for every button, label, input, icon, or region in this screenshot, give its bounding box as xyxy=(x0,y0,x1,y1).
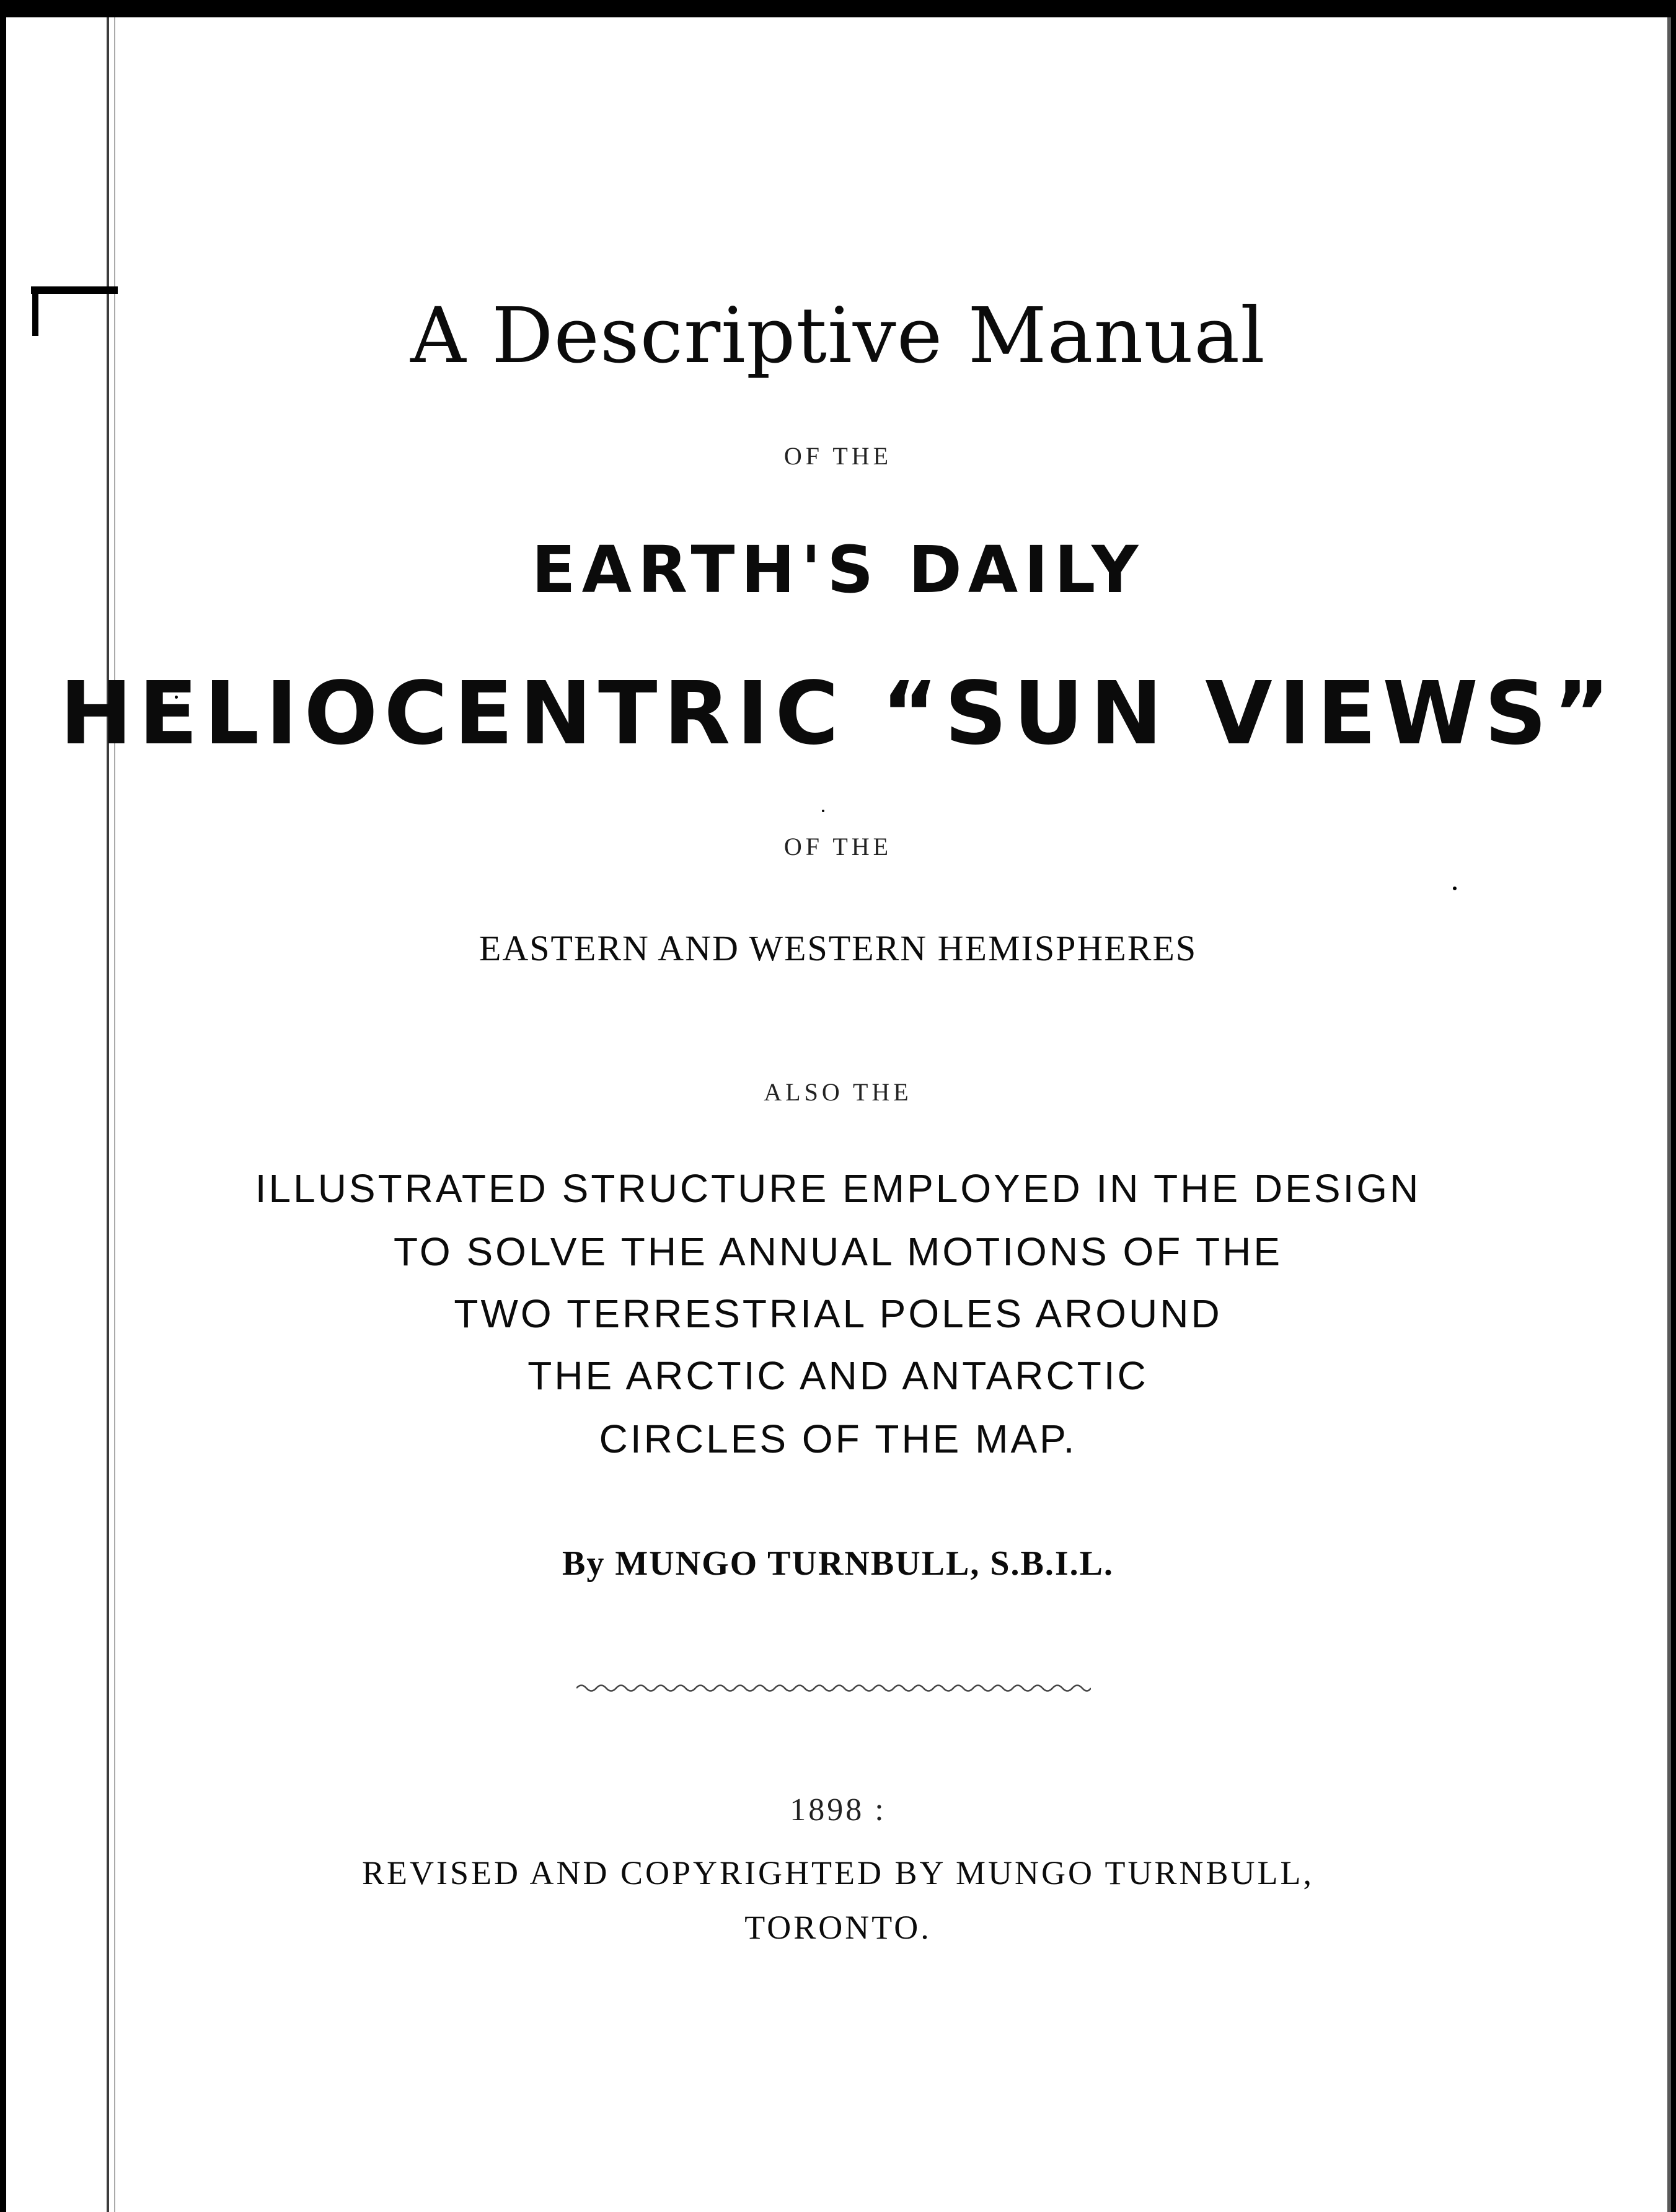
description-line: ILLUSTRATED STRUCTURE EMPLOYED IN THE DESIGN xyxy=(255,1166,1421,1211)
page-title: A Descriptive Manual xyxy=(410,291,1266,381)
subject-heading-1: EARTH'S DAILY xyxy=(531,532,1145,608)
publication-year: 1898 : xyxy=(790,1792,886,1828)
hemispheres-heading: EASTERN AND WESTERN HEMISPHERES xyxy=(479,928,1197,968)
description-line: TWO TERRESTRIAL POLES AROUND xyxy=(454,1291,1222,1336)
subject-heading-2: HELIOCENTRIC “SUN VIEWS” xyxy=(60,663,1616,764)
connector-also-the: ALSO THE xyxy=(764,1078,912,1106)
description-line: THE ARCTIC AND ANTARCTIC xyxy=(527,1353,1149,1398)
wavy-rule-ornament xyxy=(576,1680,1091,1696)
connector-of-the: OF THE xyxy=(783,442,893,470)
description-line: TO SOLVE THE ANNUAL MOTIONS OF THE xyxy=(393,1229,1283,1274)
publication-city: TORONTO. xyxy=(744,1909,932,1946)
description-line: CIRCLES OF THE MAP. xyxy=(599,1417,1077,1461)
connector-of-the-2: OF THE xyxy=(783,833,893,860)
author-byline: By MUNGO TURNBULL, S.B.I.L. xyxy=(562,1544,1114,1583)
copyright-notice: REVISED AND COPYRIGHTED BY MUNGO TURNBULL, xyxy=(361,1854,1315,1891)
